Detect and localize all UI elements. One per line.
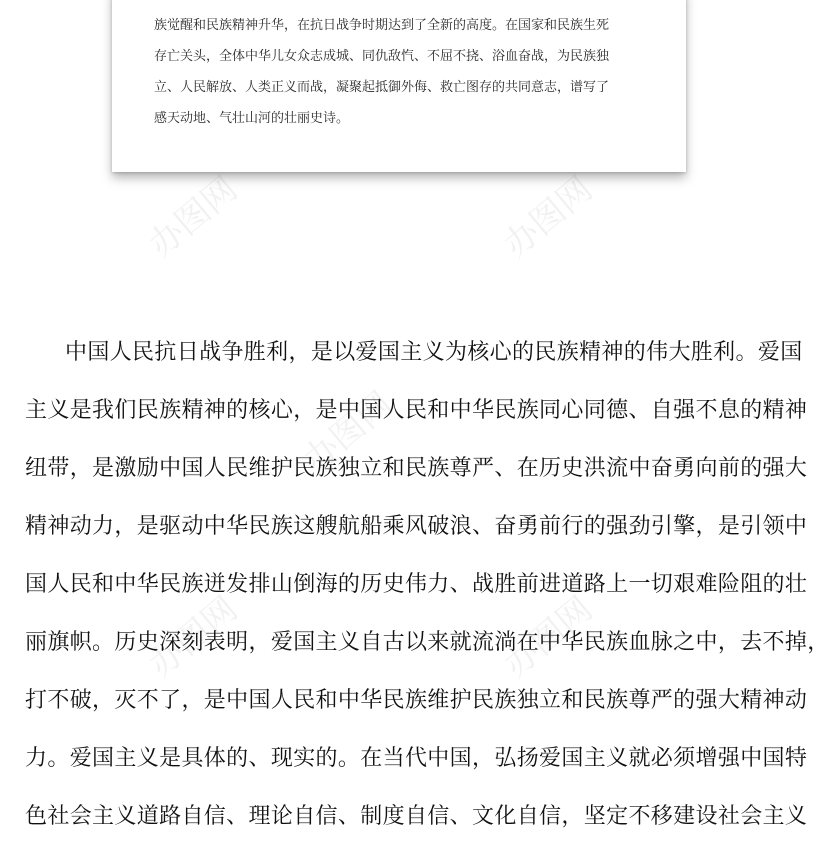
quote-card-text bbox=[154, 10, 654, 134]
paragraph-line: 色社会主义道路自信、理论自信、制度自信、文化自信，坚定不移建设社会主义 bbox=[25, 804, 808, 829]
quote-line: 立、人民解放、人类正义而战，凝聚起抵御外侮、救亡图存的共同意志，谱写了 bbox=[154, 80, 610, 95]
watermark: 办图网 bbox=[296, 384, 401, 481]
watermark: 办图网 bbox=[141, 589, 246, 686]
paragraph-line: 精神动力，是驱动中华民族这艘航船乘风破浪、奋勇前行的强劲引擎，是引领中 bbox=[25, 514, 808, 539]
body-paragraph bbox=[25, 324, 830, 846]
paragraph-line: 打不破，灭不了，是中国人民和中华民族维护民族独立和民族尊严的强大精神动 bbox=[25, 688, 808, 713]
paragraph-line: 纽带，是激励中国人民维护民族独立和民族尊严、在历史洪流中奋勇向前的强大 bbox=[25, 456, 808, 481]
paragraph-line: 中国人民抗日战争胜利，是以爱国主义为核心的民族精神的伟大胜利。爱国 bbox=[65, 340, 803, 365]
quote-card bbox=[112, 0, 686, 172]
paragraph-line: 力。爱国主义是具体的、现实的。在当代中国，弘扬爱国主义就必须增强中国特 bbox=[25, 746, 808, 771]
watermark: 办图网 bbox=[496, 169, 601, 266]
paragraph-line: 丽旗帜。历史深刻表明，爱国主义自古以来就流淌在中华民族血脉之中，去不掉， bbox=[25, 630, 830, 655]
paragraph-line: 国人民和中华民族迸发排山倒海的历史伟力、战胜前进道路上一切艰难险阻的壮 bbox=[25, 572, 808, 597]
quote-line: 族觉醒和民族精神升华，在抗日战争时期达到了全新的高度。在国家和民族生死 bbox=[154, 18, 610, 33]
quote-line: 存亡关头，全体中华儿女众志成城、同仇敌忾、不屈不挠、浴血奋战，为民族独 bbox=[154, 49, 610, 64]
paragraph-line: 主义是我们民族精神的核心，是中国人民和中华民族同心同德、自强不息的精神 bbox=[25, 398, 808, 423]
quote-line: 感天动地、气壮山河的壮丽史诗。 bbox=[154, 111, 350, 126]
watermark: 办图网 bbox=[141, 169, 246, 266]
watermark: 办图网 bbox=[496, 589, 601, 686]
